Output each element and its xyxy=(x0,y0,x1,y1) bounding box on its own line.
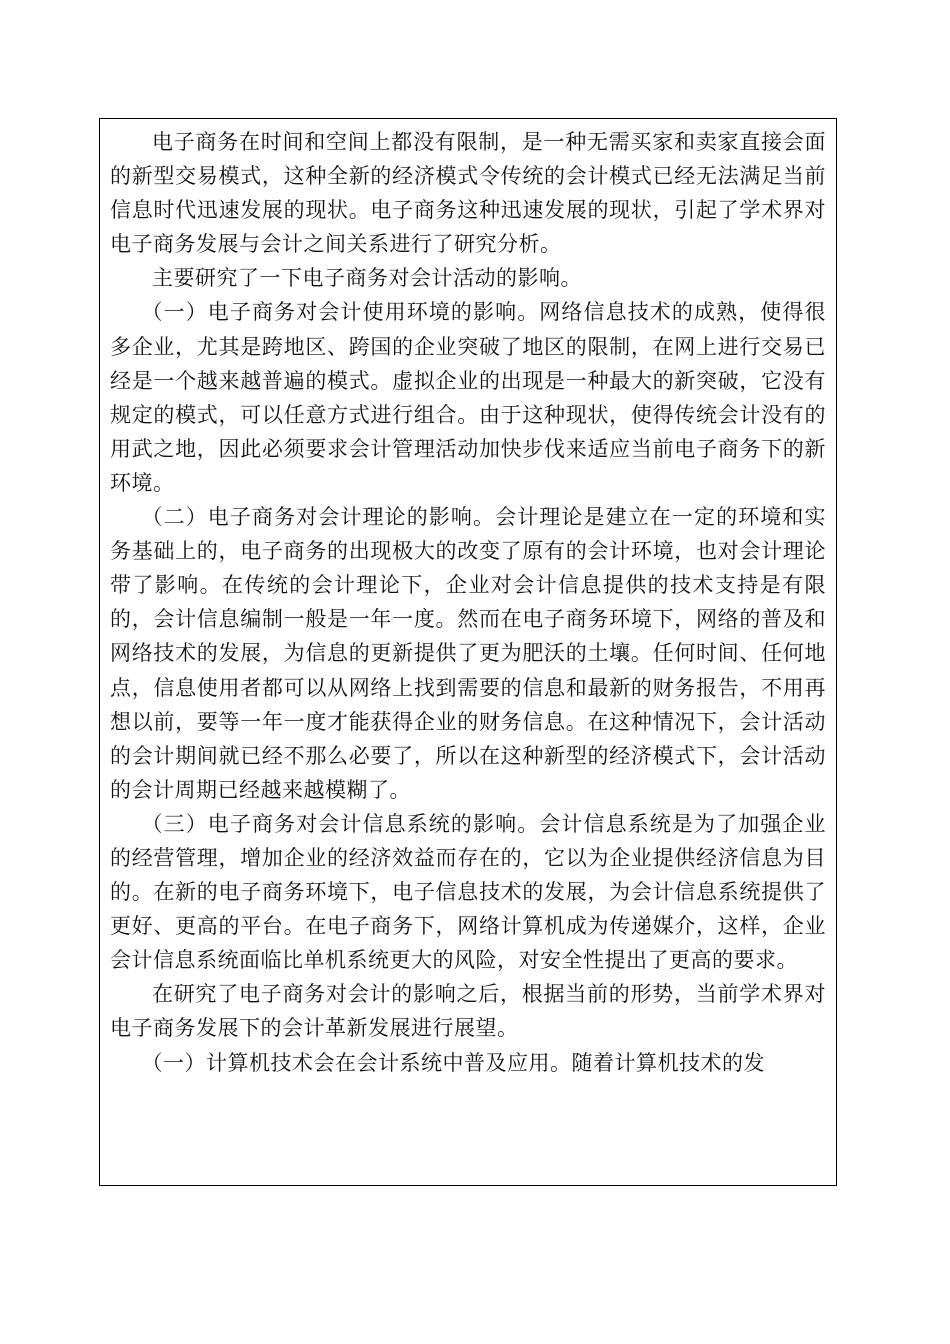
document-body xyxy=(110,125,826,1080)
paragraph-outlook: 在研究了电子商务对会计的影响之后，根据当前的形势，当前学术界对电子商务发展下的会计革新发展进行展望。 xyxy=(110,982,826,1041)
paragraph-section-theory: （二）电子商务对会计理论的影响。会计理论是建立在一定的环境和实务基础上的，电子商务的出现极大的改变了原有的会计环境，也对会计理论带了影响。在传统的会计理论下，企业对会计信息提供的技术支持是有限的，会计信息编制一般是一年一度。然而在电子商务环境下，网络的普及和网络技术的发展，为信息的更新提供了更为肥沃的土壤。任何时间、任何地点，信息使用者都可以从网络上找到需要的信息和最新的财务报告，不用再想以前，要等一年一度才能获得企业的财务信息。在这种情况下，会计活动的会计期间就已经不那么必要了，所以在这种新型的经济模式下，会计活动的会计周期已经越来越模糊了。 xyxy=(110,505,826,802)
paragraph-section-information-system: （三）电子商务对会计信息系统的影响。会计信息系统是为了加强企业的经营管理，增加企业的经济效益而存在的，它以为企业提供经济信息为目的。在新的电子商务环境下，电子信息技术的发展，为会计信息系统提供了更好、更高的平台。在电子商务下，网络计算机成为传递媒介，这样，企业会计信息系统面临比单机系统更大的风险，对安全性提出了更高的要求。 xyxy=(110,811,826,973)
document-table-cell xyxy=(99,118,837,1186)
paragraph-section-computer-technology: （一）计算机技术会在会计系统中普及应用。随着计算机技术的发 xyxy=(141,1050,765,1075)
paragraph-research-summary: 主要研究了一下电子商务对会计活动的影响。 xyxy=(152,266,582,291)
paragraph-section-environment: （一）电子商务对会计使用环境的影响。网络信息技术的成熟，使得很多企业，尤其是跨地区、跨国的企业突破了地区的限制，在网上进行交易已经是一个越来越普遍的模式。虚拟企业的出现是一种最大的新突破，它没有规定的模式，可以任意方式进行组合。由于这种现状，使得传统会计没有的用武之地，因此必须要求会计管理活动加快步伐来适应当前电子商务下的新环境。 xyxy=(110,300,826,495)
paragraph-intro: 电子商务在时间和空间上都没有限制，是一种无需买家和卖家直接会面的新型交易模式，这种全新的经济模式令传统的会计模式已经无法满足当前信息时代迅速发展的现状。电子商务这种迅速发展的现状，引起了学术界对电子商务发展与会计之间关系进行了研究分析。 xyxy=(110,130,826,257)
